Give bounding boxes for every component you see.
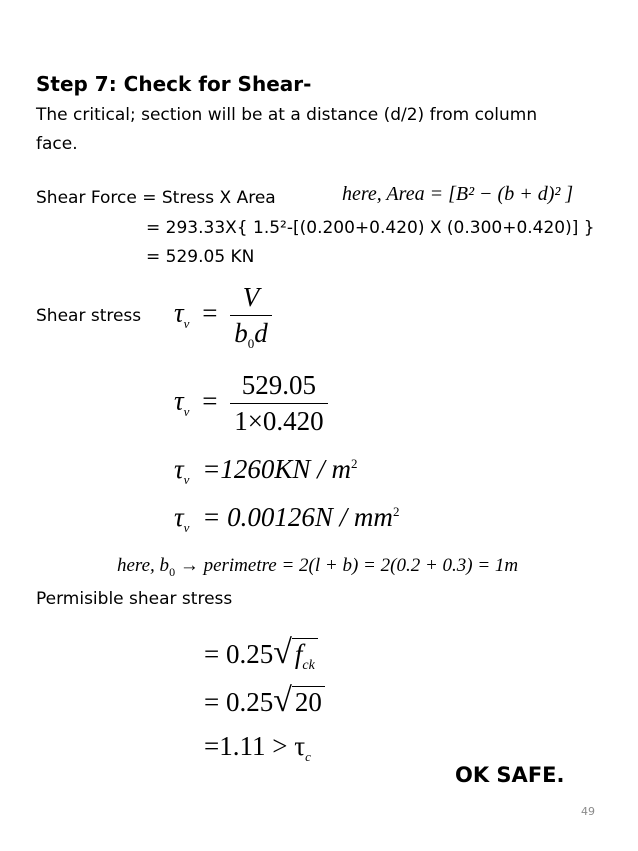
shear-force-label: Shear Force = Stress X Area [36,188,276,208]
permissible-formula [204,634,318,673]
tau-symbol: τ [174,385,184,416]
equals-sign: = [202,297,218,328]
permissible-prefix-2: = 0.25 [204,687,274,717]
shear-force-result: = 529.05 KN [146,247,255,267]
permissible-result-value: =1.11 > τ [204,731,306,761]
tau-c-subscript: c [305,749,311,764]
permissible-prefix-1: = 0.25 [204,639,274,669]
numerator-value: 529.05 [241,370,317,400]
shear-stress-substitution [174,370,328,437]
sqrt-icon: √ [273,682,292,719]
tau-symbol: τ [174,454,184,484]
shear-stress-n-value: = 0.00126N / mm [202,502,393,532]
permissible-label: Permisible shear stress [36,589,233,609]
tau-symbol: τ [174,297,184,328]
b-subscript: 0 [247,336,255,351]
permissible-value [204,684,325,718]
perimeter-subscript: 0 [169,565,176,579]
here-area-formula: here, Area = [B² − (b + d)² ] [342,183,574,205]
tau-subscript: v [183,315,190,331]
fraction-v-over-b0d [230,282,272,349]
shear-force-calc: = 293.33X{ 1.5²-[(0.200+0.420) X (0.300+0.420)] } [146,218,595,238]
d-symbol: d [254,318,268,348]
fraction-value [230,370,327,437]
tau-symbol: τ [174,502,184,532]
step-heading: Step 7: Check for Shear- [36,72,312,96]
radicand-fck [292,638,318,673]
perimeter-prefix: here, b [117,555,170,576]
ck-subscript: ck [302,658,315,673]
shear-stress-formula [174,282,272,349]
ok-safe-text: OK SAFE. [455,763,565,787]
perimeter-suffix: → perimetre = 2(l + b) = 2(0.2 + 0.3) = 1m [175,555,519,576]
equals-sign: = [202,385,218,416]
tau-subscript: v [183,472,190,487]
denominator-value: 1×0.420 [234,406,324,436]
superscript-2: 2 [392,504,400,519]
intro-line-1: The critical; section will be at a distance (d/2) from column [36,105,538,125]
tau-subscript: v [183,520,190,535]
superscript-2: 2 [350,456,358,471]
tau-subscript: v [183,403,190,419]
f-symbol: f [294,639,303,669]
sqrt-icon: √ [273,634,292,671]
sqrt-20 [273,684,325,718]
perimeter-note [117,555,518,577]
page-number: 49 [581,805,595,818]
permissible-result [204,731,311,762]
b-symbol: b [234,318,248,348]
shear-stress-n [174,502,399,533]
shear-stress-label: Shear stress [36,306,142,326]
denominator-b0d [230,316,272,349]
intro-line-2: face. [36,134,78,154]
shear-stress-kn [174,454,357,485]
shear-stress-kn-value: =1260KN / m [202,454,351,484]
sqrt-fck [273,634,318,673]
numerator-v: V [242,282,260,312]
radicand-20: 20 [292,686,325,718]
